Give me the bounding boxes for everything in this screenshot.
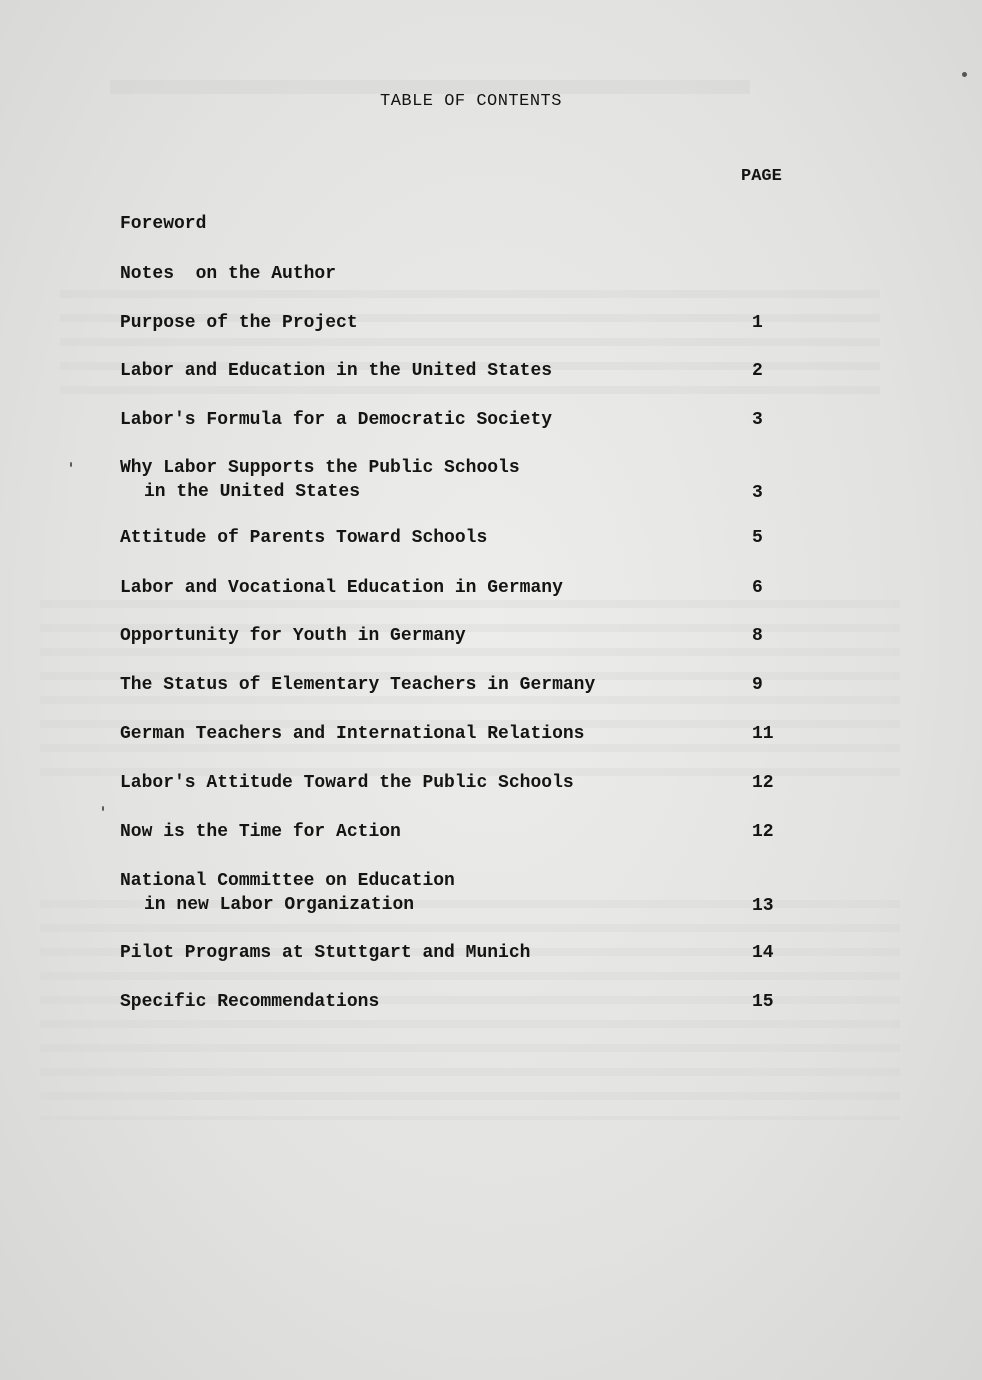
toc-entry-title-continued: in the United States	[144, 482, 361, 502]
toc-page-number: 12	[752, 773, 774, 793]
paper-speck	[962, 72, 967, 77]
toc-entry-title: The Status of Elementary Teachers in Germany	[120, 675, 596, 695]
toc-entry	[120, 722, 584, 746]
toc-entry	[120, 526, 487, 550]
toc-entry-title: Labor's Attitude Toward the Public Schools	[120, 773, 574, 793]
toc-entry-title: Notes on the Author	[120, 264, 337, 284]
toc-entry-title: Specific Recommendations	[120, 992, 380, 1012]
toc-entry	[120, 311, 358, 335]
toc-entry	[120, 408, 552, 432]
toc-entry-title-continued: in new Labor Organization	[144, 895, 415, 915]
toc-entry	[120, 990, 379, 1014]
toc-entry-title: Labor and Education in the United States	[120, 361, 553, 381]
toc-entry-title: Now is the Time for Action	[120, 822, 401, 842]
toc-page-number: 6	[752, 578, 763, 598]
bleed-through-shadow	[60, 290, 880, 410]
toc-entry	[120, 262, 336, 286]
page-column-header: PAGE	[741, 167, 782, 186]
toc-entry-title: Foreword	[120, 214, 207, 234]
toc-page-number: 15	[752, 992, 774, 1012]
toc-page-number: 12	[752, 822, 774, 842]
toc-page-number: 3	[752, 410, 763, 430]
toc-entry-title: Opportunity for Youth in Germany	[120, 626, 466, 646]
toc-page-number: 1	[752, 313, 763, 333]
toc-entry-title: Attitude of Parents Toward Schools	[120, 528, 488, 548]
toc-entry	[120, 212, 206, 236]
toc-entry	[120, 673, 595, 697]
toc-page-number: 13	[752, 896, 774, 916]
toc-entry-title: National Committee on Education	[120, 871, 455, 891]
toc-entry	[120, 624, 466, 648]
paper-speck	[102, 806, 104, 811]
page-title: TABLE OF CONTENTS	[380, 92, 562, 111]
toc-entry-title: Why Labor Supports the Public Schools	[120, 458, 520, 478]
toc-page-number: 11	[752, 724, 774, 744]
toc-entry	[120, 820, 401, 844]
toc-entry	[120, 941, 530, 965]
toc-entry-title: Pilot Programs at Stuttgart and Munich	[120, 943, 531, 963]
toc-page-number: 9	[752, 675, 763, 695]
toc-entry	[120, 771, 574, 795]
toc-page-number: 3	[752, 483, 763, 503]
toc-entry-title: Purpose of the Project	[120, 313, 358, 333]
toc-page-number: 5	[752, 528, 763, 548]
toc-entry	[120, 359, 552, 383]
toc-entry	[120, 576, 563, 600]
toc-page-number: 14	[752, 943, 774, 963]
toc-entry-title: Labor and Vocational Education in Germany	[120, 578, 563, 598]
toc-entry-title: German Teachers and International Relations	[120, 724, 585, 744]
toc-page-number: 2	[752, 361, 763, 381]
toc-entry	[120, 456, 520, 504]
paper-speck	[70, 462, 72, 467]
toc-page-number: 8	[752, 626, 763, 646]
toc-entry-title: Labor's Formula for a Democratic Society	[120, 410, 553, 430]
toc-entry	[120, 869, 455, 917]
